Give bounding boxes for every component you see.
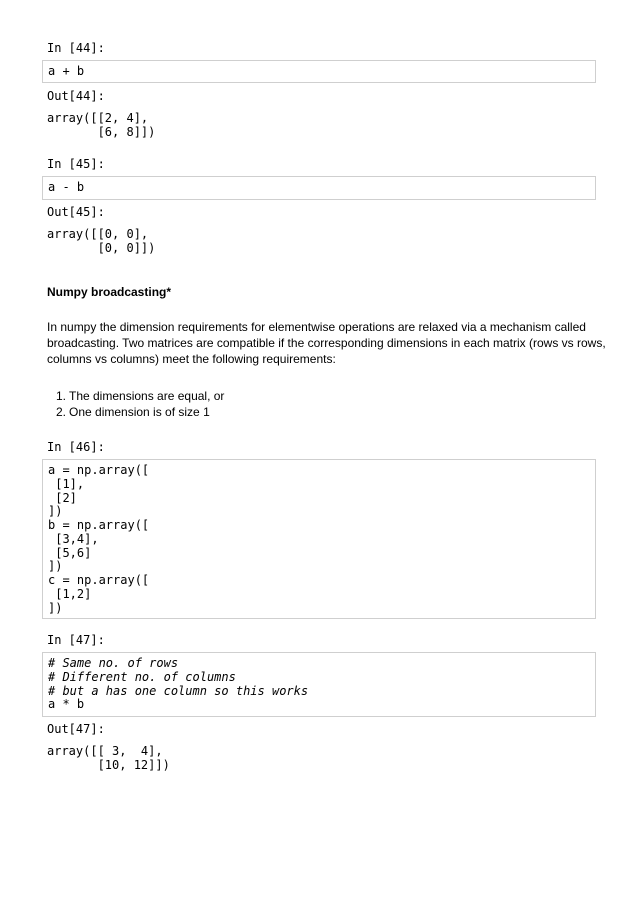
cell-output (47, 111, 155, 139)
code-comment-line: # but a has one column so this works (48, 683, 309, 698)
output-line: array([[2, 4], (47, 111, 149, 125)
list-item-text: The dimensions are equal, or (69, 389, 225, 403)
output-prompt: Out[45]: (47, 205, 105, 219)
list-number: 1. (56, 389, 67, 403)
output-prompt: Out[44]: (47, 89, 105, 103)
paragraph-line: broadcasting. Two matrices are compatible if the corresponding dimensions in each matrix (rows vs rows, (47, 336, 606, 350)
list-item (47, 404, 224, 420)
code-cell[interactable] (42, 60, 596, 83)
paragraph-line: columns vs columns) meet the following requirements: (47, 352, 336, 366)
output-line: [0, 0]]) (47, 241, 156, 255)
code-line: [2] (48, 490, 77, 505)
code-comment-line: # Same no. of rows (48, 656, 179, 670)
list-item-text: One dimension is of size 1 (69, 405, 210, 419)
paragraph-line: In numpy the dimension requirements for elementwise operations are relaxed via a mechanism called (47, 320, 586, 334)
code-line: a - b (48, 180, 85, 194)
code-line: ]) (48, 559, 63, 574)
code-line: b = np.array([ (48, 518, 150, 532)
input-prompt: In [45]: (47, 157, 105, 171)
output-line: array([[0, 0], (47, 227, 149, 241)
section-heading: Numpy broadcasting* (47, 285, 172, 299)
code-line: [3,4], (48, 531, 99, 546)
requirements-list (47, 388, 224, 420)
code-line: [1], (48, 476, 85, 491)
code-line: a * b (48, 697, 85, 712)
code-line: [1,2] (48, 586, 92, 601)
code-line: ]) (48, 600, 63, 615)
code-line: ]) (48, 504, 63, 519)
code-cell[interactable] (42, 459, 596, 619)
output-line: [6, 8]]) (47, 125, 156, 139)
code-comment-line: # Different no. of columns (48, 669, 236, 684)
list-item (47, 388, 224, 404)
output-prompt: Out[47]: (47, 722, 105, 736)
input-prompt: In [47]: (47, 633, 105, 647)
input-prompt: In [44]: (47, 41, 105, 55)
code-line: a = np.array([ (48, 463, 150, 477)
list-number: 2. (56, 405, 67, 419)
code-line: a + b (48, 64, 85, 78)
cell-output (47, 744, 170, 772)
code-cell[interactable] (42, 176, 596, 200)
input-prompt: In [46]: (47, 440, 105, 454)
code-line: [5,6] (48, 545, 92, 560)
markdown-paragraph (47, 319, 606, 367)
code-cell[interactable] (42, 652, 596, 717)
output-line: [10, 12]]) (47, 758, 170, 772)
cell-output (47, 227, 155, 255)
code-line: c = np.array([ (48, 573, 150, 587)
output-line: array([[ 3, 4], (47, 744, 163, 758)
